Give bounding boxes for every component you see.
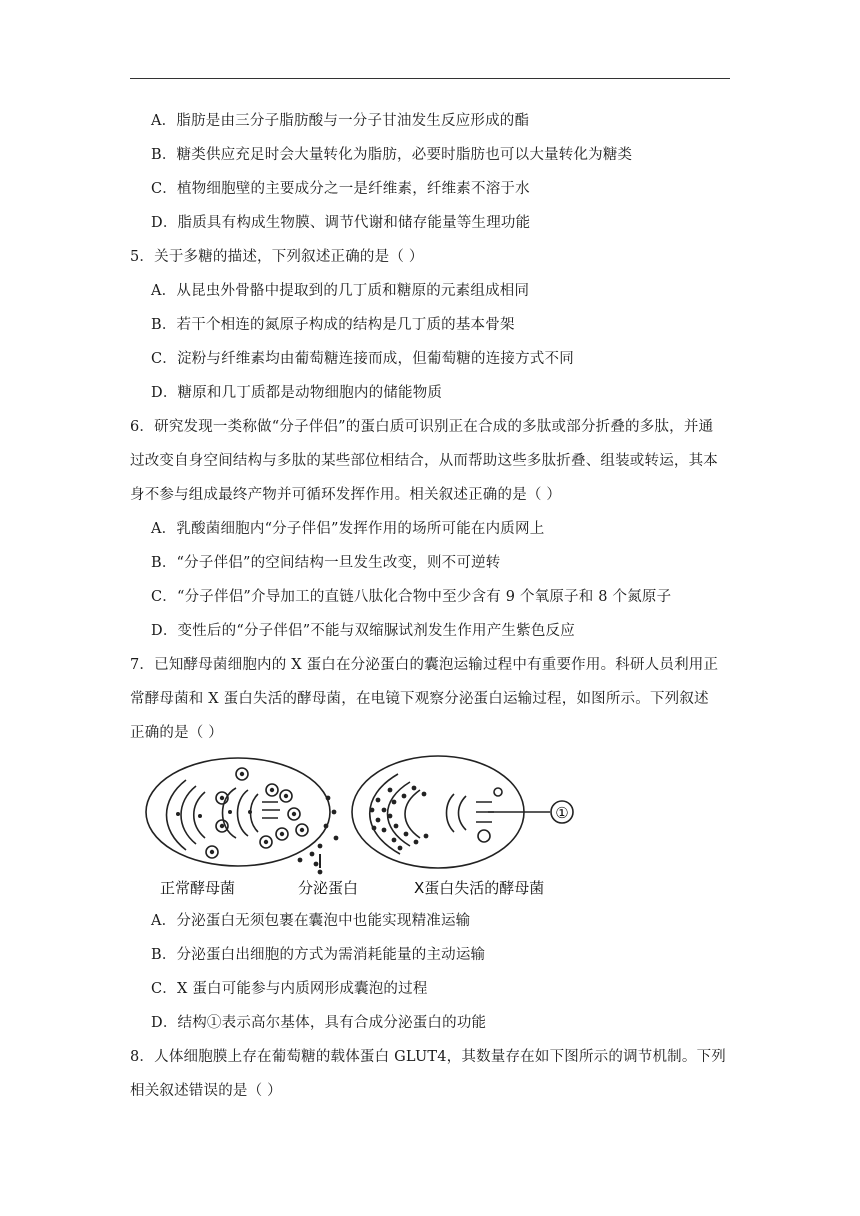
yeast-secretion-figure [138,750,600,900]
label-x-inactive-yeast: X蛋白失活的酵母菌 [414,879,545,897]
q7-option-d: D．结构①表示高尔基体，具有合成分泌蛋白的功能 [151,1015,487,1031]
q7-option-a: A．分泌蛋白无须包裹在囊泡中也能实现精准运输 [151,913,471,929]
q6-option-b: B．“分子伴侣”的空间结构一旦发生改变，则不可逆转 [151,555,501,571]
inactive-golgi [447,794,495,832]
q4-option-a: A．脂肪是由三分子脂肪酸与一分子甘油发生反应形成的酯 [151,113,530,129]
q5-option-c: C．淀粉与纤维素均由葡萄糖连接而成，但葡萄糖的连接方式不同 [151,351,574,367]
q6-stem-line-2: 过改变自身空间结构与多肽的某些部位相结合，从而帮助这些多肽折叠、组装或转运，其本 [130,453,718,469]
q6-option-d: D．变性后的“分子伴侣”不能与双缩脲试剂发生作用产生紫色反应 [151,623,575,639]
q4-option-b: B．糖类供应充足时会大量转化为脂肪，必要时脂肪也可以大量转化为糖类 [151,147,633,163]
q5-option-a: A．从昆虫外骨骼中提取到的几丁质和糖原的元素组成相同 [151,283,530,299]
header-rule [130,78,730,79]
q7-option-b: B．分泌蛋白出细胞的方式为需消耗能量的主动运输 [151,947,486,963]
q8-stem-line-1: 8．人体细胞膜上存在葡萄糖的载体蛋白 GLUT4，其数量存在如下图所示的调节机制。下列 [130,1049,726,1065]
q7-stem-line-2: 常酵母菌和 X 蛋白失活的酵母菌，在电镜下观察分泌蛋白运输过程，如图所示。下列叙述 [130,691,709,707]
q7-stem-line-1: 7．已知酵母菌细胞内的 X 蛋白在分泌蛋白的囊泡运输过程中有重要作用。科研人员利用正 [130,657,719,673]
q5-stem: 5．关于多糖的描述，下列叙述正确的是（ ） [130,249,424,265]
q6-stem-line-1: 6．研究发现一类称做“分子伴侣”的蛋白质可识别正在合成的多肽或部分折叠的多肽，并通 [130,419,714,435]
label-normal-yeast: 正常酵母菌 [160,879,236,897]
q5-option-d: D．糖原和几丁质都是动物细胞内的储能物质 [151,385,443,401]
q6-stem-line-3: 身不参与组成最终产物并可循环发挥作用。相关叙述正确的是（ ） [130,487,562,503]
label-secretory-protein: 分泌蛋白 [298,879,359,897]
q6-option-c: C．“分子伴侣”介导加工的直链八肽化合物中至少含有 9 个氧原子和 8 个氮原子 [151,589,672,605]
q4-option-d: D．脂质具有构成生物膜、调节代谢和储存能量等生理功能 [151,215,531,231]
marker-label: ① [555,804,569,822]
q4-option-c: C．植物细胞壁的主要成分之一是纤维素，纤维素不溶于水 [151,181,530,197]
q5-option-b: B．若干个相连的氮原子构成的结构是几丁质的基本骨架 [151,317,515,333]
q8-stem-line-2: 相关叙述错误的是（ ） [130,1083,282,1099]
q6-option-a: A．乳酸菌细胞内“分子伴侣”发挥作用的场所可能在内质网上 [151,521,545,537]
q7-stem-line-3: 正确的是（ ） [130,725,224,741]
q7-option-c: C．X 蛋白可能参与内质网形成囊泡的过程 [151,981,428,997]
